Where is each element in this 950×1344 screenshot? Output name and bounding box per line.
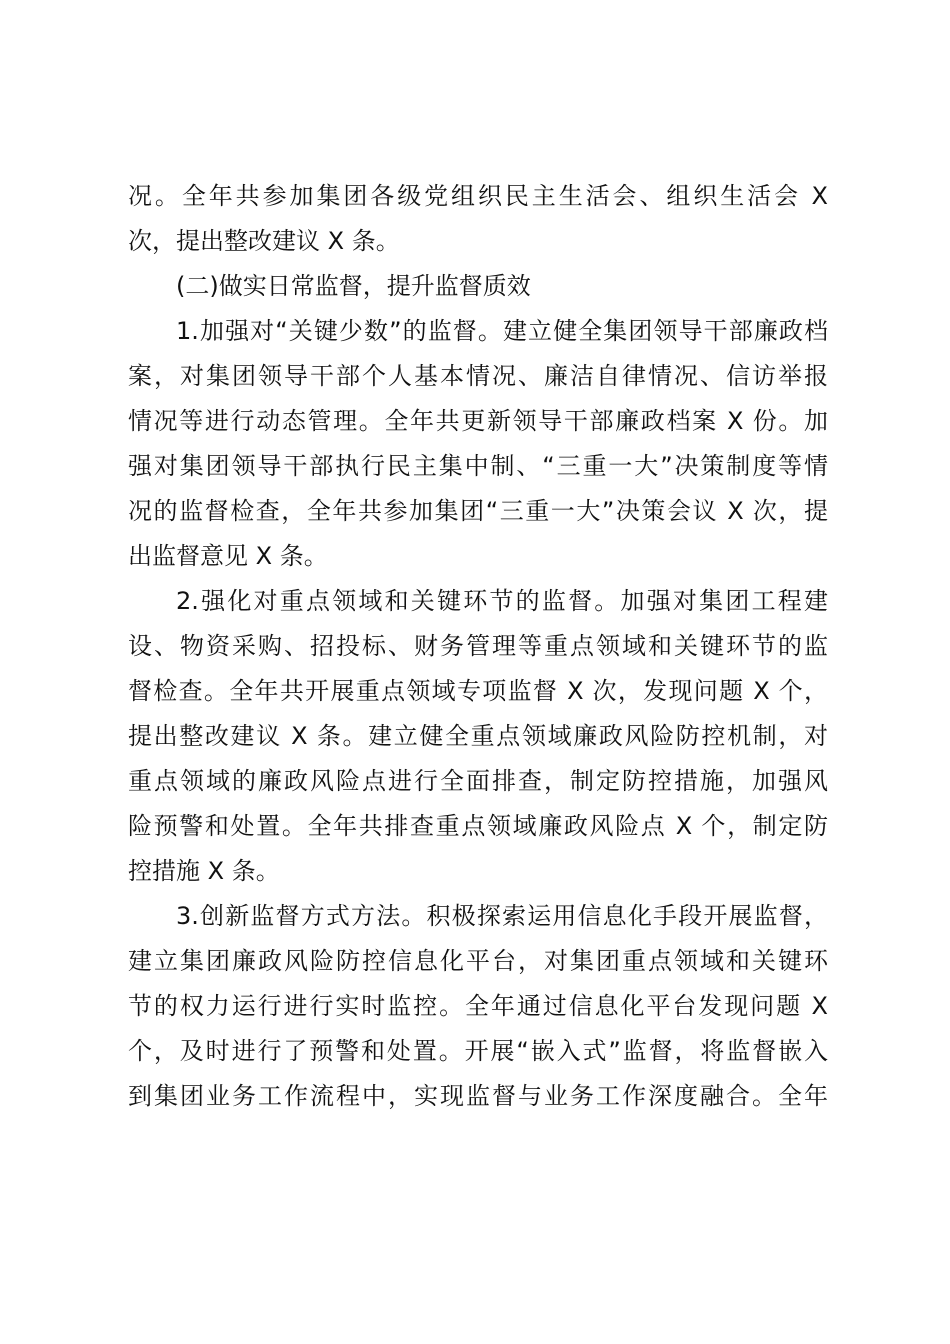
text-line: 出监督意见 X 条。: [128, 542, 328, 570]
text-line: 3.创新监督方式方法。积极探索运用信息化手段开展监督，: [176, 902, 828, 930]
text-line: 况的监督检查，全年共参加集团“三重一大”决策会议 X 次，提: [128, 497, 828, 525]
text-line: 2.强化对重点领域和关键环节的监督。加强对集团工程建: [176, 587, 828, 615]
text-line: 次，提出整改建议 X 条。: [128, 227, 400, 255]
text-line: 控措施 X 条。: [128, 857, 280, 885]
text-line: 到集团业务工作流程中，实现监督与业务工作深度融合。全年: [128, 1082, 828, 1110]
text-line: 建立集团廉政风险防控信息化平台，对集团重点领域和关键环: [128, 947, 828, 975]
text-line: 督检查。全年共开展重点领域专项监督 X 次，发现问题 X 个，: [128, 677, 828, 705]
text-line: 提出整改建议 X 条。建立健全重点领域廉政风险防控机制，对: [128, 722, 828, 750]
text-line: 节的权力运行进行实时监控。全年通过信息化平台发现问题 X: [128, 992, 828, 1020]
text-line: 况。全年共参加集团各级党组织民主生活会、组织生活会 X: [128, 182, 828, 210]
text-line: 个，及时进行了预警和处置。开展“嵌入式”监督，将监督嵌入: [128, 1037, 828, 1065]
text-line: 设、物资采购、招投标、财务管理等重点领域和关键环节的监: [128, 632, 828, 660]
text-line: 重点领域的廉政风险点进行全面排查，制定防控措施，加强风: [128, 767, 828, 795]
text-line: 1.加强对“关键少数”的监督。建立健全集团领导干部廉政档: [176, 317, 828, 345]
body-text: [128, 174, 828, 1119]
text-line: 案，对集团领导干部个人基本情况、廉洁自律情况、信访举报: [128, 362, 828, 390]
text-line: 强对集团领导干部执行民主集中制、“三重一大”决策制度等情: [128, 452, 828, 480]
section-heading: (二)做实日常监督，提升监督质效: [176, 272, 531, 300]
text-line: 情况等进行动态管理。全年共更新领导干部廉政档案 X 份。加: [128, 407, 828, 435]
text-line: 险预警和处置。全年共排查重点领域廉政风险点 X 个，制定防: [128, 812, 828, 840]
